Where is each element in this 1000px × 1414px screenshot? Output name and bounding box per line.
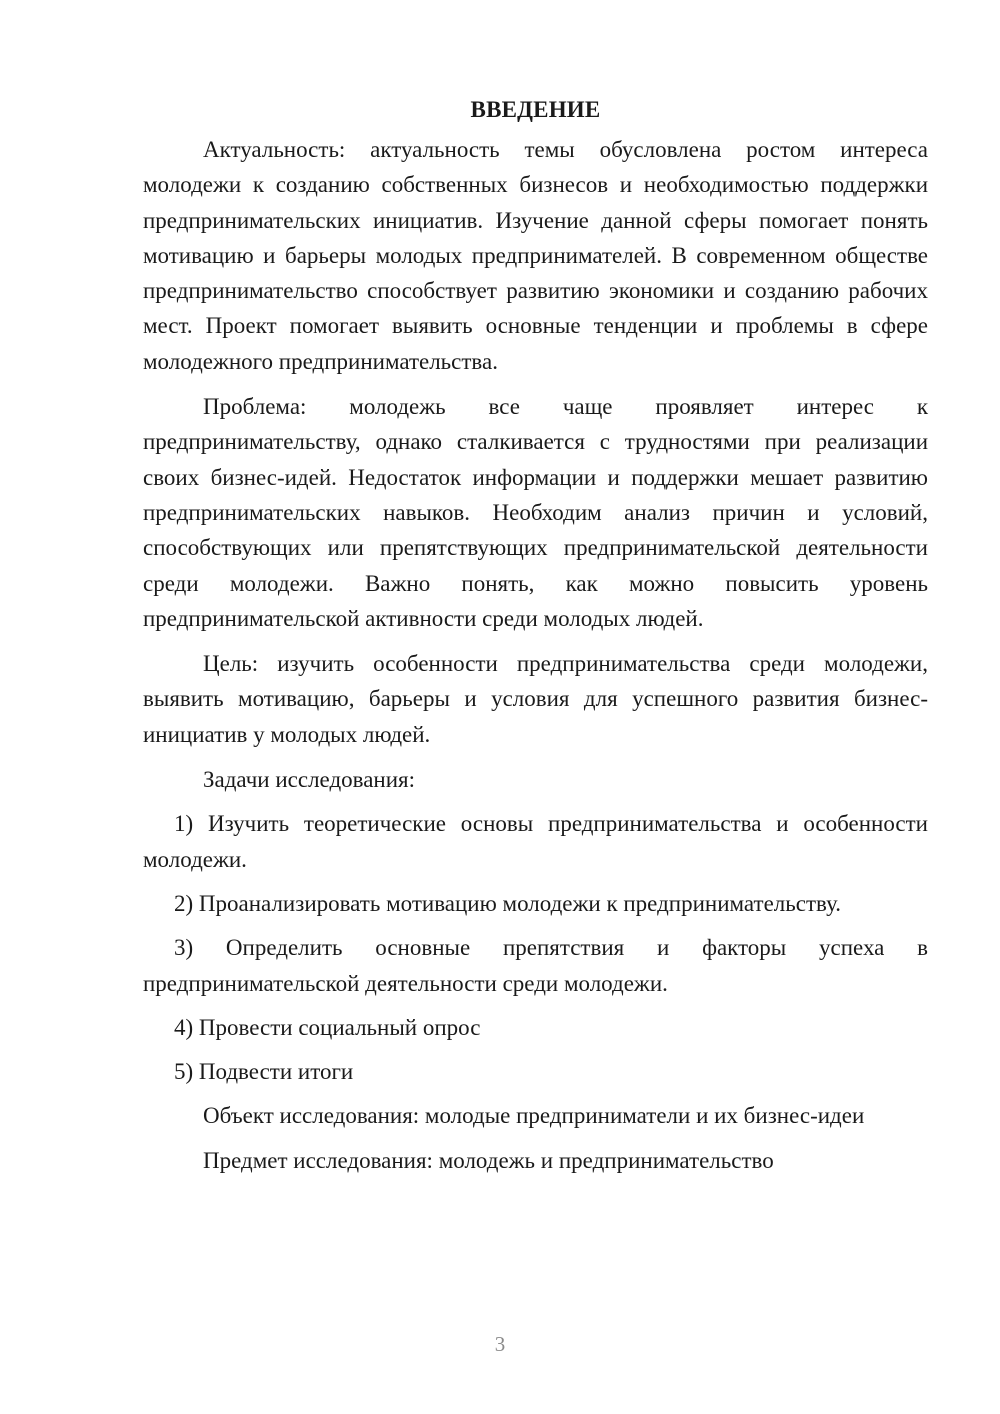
goal-paragraph: Цель: изучить особенности предпринимательства среди молодежи, выявить мотивацию, барьеры и условия для успешного развития бизнес-инициатив у молодых людей.	[143, 651, 928, 747]
task-item: 2) Проанализировать мотивацию молодежи к предпринимательству.	[174, 890, 842, 916]
page-number: 3	[494, 1332, 506, 1356]
page-title: ВВЕДЕНИЕ	[470, 97, 601, 122]
research-object: Объект исследования: молодые предприниматели и их бизнес-идеи	[203, 1103, 865, 1129]
problem-paragraph: Проблема: молодежь все чаще проявляет интерес к предпринимательству, однако сталкивается с трудностями при реализации своих бизнес-идей. Недостаток информации и поддержки мешает развитию предпринимательских навыков. Необходим анализ причин и условий, способствующих или препятствующих предпринимательской деятельности среди молодежи. Важно понять, как можно повысить уровень предпринимательской активности среди молодых людей.	[143, 394, 928, 631]
task-item: 3) Определить основные препятствия и факторы успеха в предпринимательской деятельности среди молодежи.	[143, 935, 928, 996]
relevance-paragraph: Актуальность: актуальность темы обусловлена ростом интереса молодежи к созданию собственных бизнесов и необходимостью поддержки предпринимательских инициатив. Изучение данной сферы помогает понять мотивацию и барьеры молодых предпринимателей. В современном обществе предпринимательство способствует развитию экономики и созданию рабочих мест. Проект помогает выявить основные тенденции и проблемы в сфере молодежного предпринимательства.	[143, 137, 928, 374]
task-item: 5) Подвести итоги	[174, 1059, 354, 1085]
task-item: 4) Провести социальный опрос	[174, 1014, 481, 1040]
research-subject: Предмет исследования: молодежь и предпринимательство	[203, 1147, 774, 1173]
task-item: 1) Изучить теоретические основы предпринимательства и особенности молодежи.	[143, 811, 928, 872]
tasks-heading: Задачи исследования:	[203, 767, 416, 793]
document-page	[143, 88, 928, 1178]
